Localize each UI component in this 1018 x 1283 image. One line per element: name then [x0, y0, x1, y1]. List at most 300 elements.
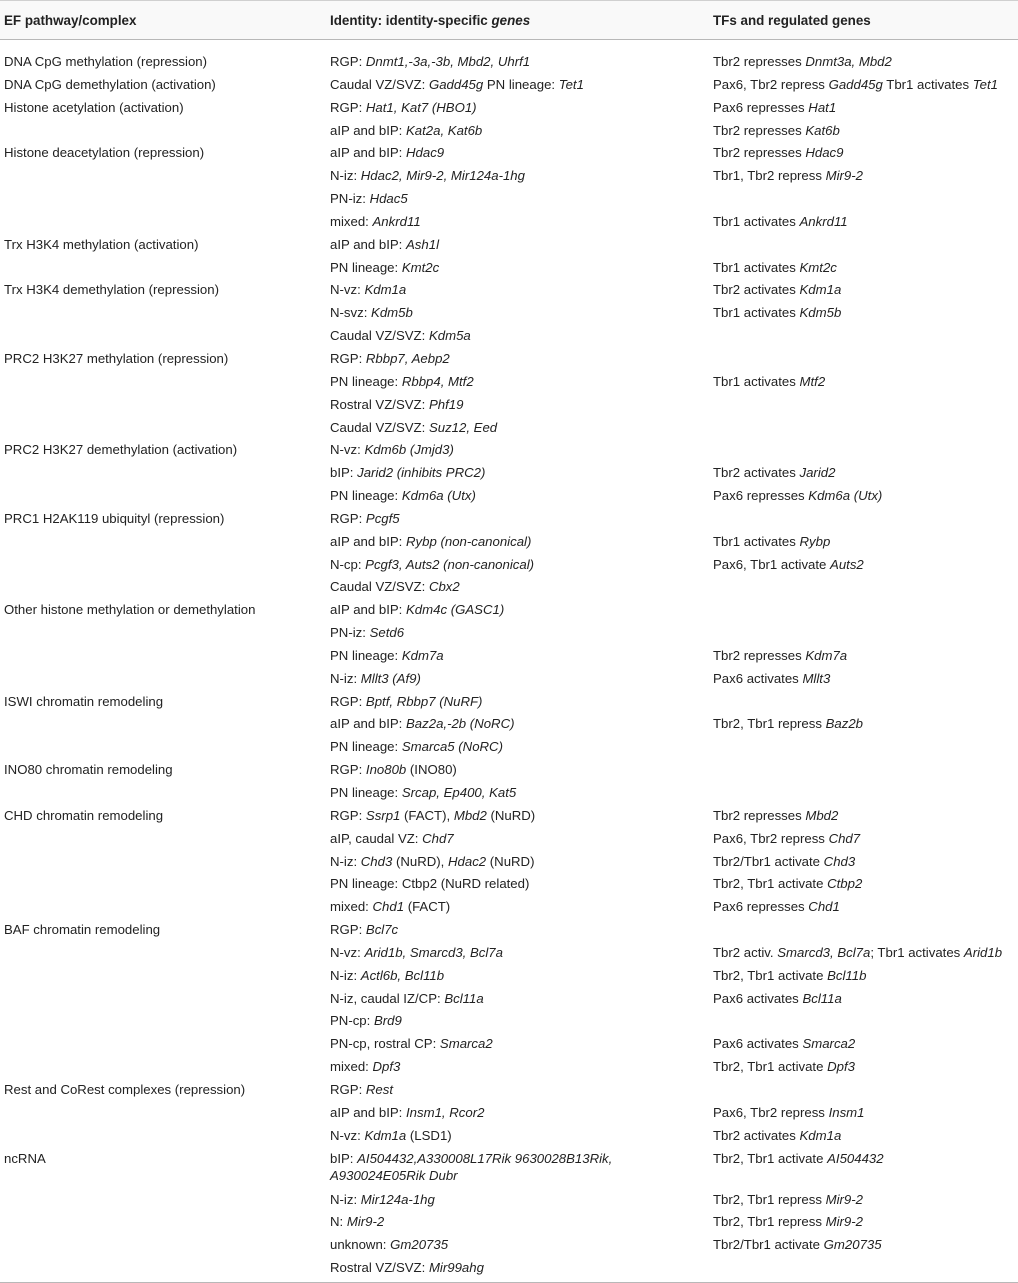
- table-header: [0, 0, 1018, 40]
- gene-name: Chd3: [360, 853, 393, 869]
- gene-name: Mir9-2: [825, 1214, 863, 1230]
- cell-text: Tbr2 represses: [713, 807, 806, 823]
- gene-name: Smarcd3, Bcl7a: [777, 944, 871, 960]
- cell-text: aIP and bIP:: [330, 533, 407, 549]
- table-row: [0, 1010, 1018, 1033]
- gene-name: Cbx2: [428, 579, 460, 595]
- header-tfs: TFs and regulated genes: [713, 13, 871, 28]
- identity-cell: [330, 373, 474, 390]
- table-row: [0, 1079, 1018, 1102]
- gene-name: Rest: [365, 1081, 394, 1097]
- cell-text: Tbr2, Tbr1 repress: [713, 1214, 826, 1230]
- cell-text: Tbr2 represses: [713, 647, 806, 663]
- table-row: [0, 759, 1018, 782]
- cell-text: aIP and bIP:: [330, 122, 407, 138]
- gene-name: Ankrd11: [372, 213, 421, 229]
- gene-name: Tet1: [558, 76, 584, 92]
- cell-text: Rostral VZ/SVZ:: [330, 1260, 429, 1276]
- cell-text: RGP:: [330, 762, 366, 778]
- cell-text: N-svz:: [330, 305, 372, 321]
- table-row: [0, 736, 1018, 759]
- table-row: [0, 302, 1018, 325]
- cell-text: Tbr2, Tbr1 activate: [713, 967, 828, 983]
- cell-text: Caudal VZ/SVZ:: [330, 328, 429, 344]
- cell-text: ; Tbr1 activates: [870, 944, 964, 960]
- gene-name: Mtf2: [799, 373, 826, 389]
- table-row: [0, 1148, 1018, 1189]
- gene-name: Dnmt1,-3a,-3b, Mbd2, Uhrf1: [365, 54, 531, 69]
- ef-pathway-cell: ncRNA: [4, 1150, 46, 1166]
- tf-regulation-cell: [713, 167, 863, 184]
- tf-regulation-cell: [713, 990, 842, 1007]
- table-body: [0, 40, 1018, 1280]
- gene-name: Rbbp7, Aebp2: [365, 350, 450, 366]
- identity-cell: [330, 304, 413, 321]
- tf-regulation-cell: [713, 53, 892, 70]
- gene-name: Mllt3: [802, 670, 831, 686]
- ef-pathway-cell: Other histone methylation or demethylation: [4, 602, 256, 618]
- cell-text: Caudal VZ/SVZ:: [330, 76, 429, 92]
- header-identity-italic: genes: [491, 13, 531, 28]
- gene-name: Actl6b, Bcl11b: [360, 967, 445, 983]
- gene-name: Kdm7a: [401, 647, 444, 663]
- cell-text: PN lineage: Ctbp2 (NuRD related): [330, 876, 530, 892]
- cell-text: Caudal VZ/SVZ:: [330, 579, 429, 595]
- cell-text: RGP:: [330, 1081, 366, 1097]
- tf-regulation-cell: [713, 533, 830, 550]
- gene-name: Chd7: [422, 830, 454, 846]
- tf-regulation-cell: [713, 1058, 855, 1075]
- cell-text: N:: [330, 1214, 347, 1230]
- cell-text: (NuRD): [486, 853, 535, 869]
- gene-name: Insm1, Rcor2: [406, 1104, 485, 1120]
- cell-text: RGP:: [330, 922, 366, 938]
- tf-regulation-cell: [713, 715, 863, 732]
- cell-text: Caudal VZ/SVZ:: [330, 419, 429, 435]
- cell-text: Tbr2, Tbr1 repress: [713, 1191, 826, 1207]
- cell-text: Tbr2 represses: [713, 54, 806, 69]
- cell-text: bIP:: [330, 465, 358, 481]
- tf-regulation-cell: [713, 213, 848, 230]
- identity-cell: [330, 647, 444, 664]
- tf-regulation-cell: [713, 967, 866, 984]
- table-row: [0, 599, 1018, 622]
- tf-regulation-cell: [713, 464, 835, 481]
- table-row: [0, 1257, 1018, 1280]
- gene-name: Bcl11a: [802, 990, 842, 1006]
- table-row: [0, 462, 1018, 485]
- gene-name: Pcgf3, Auts2 (non-canonical): [365, 556, 535, 572]
- tf-regulation-cell: [713, 144, 843, 161]
- cell-text: RGP:: [330, 807, 366, 823]
- gene-name: Brd9: [373, 1013, 402, 1029]
- table-row: [0, 508, 1018, 531]
- gene-name: Chd3: [823, 853, 856, 869]
- gene-name: Mbd2: [453, 807, 487, 823]
- identity-cell: [330, 944, 503, 961]
- cell-text: Pax6 activates: [713, 670, 803, 686]
- gene-name: Gm20735: [390, 1237, 449, 1253]
- cell-text: (LSD1): [406, 1127, 452, 1143]
- cell-text: (INO80): [406, 762, 457, 778]
- identity-cell: [330, 624, 404, 641]
- identity-cell: [330, 281, 406, 298]
- gene-name: Dpf3: [827, 1059, 855, 1075]
- gene-name: Mir9-2: [346, 1214, 385, 1230]
- header-identity-plain: Identity: identity-specific: [330, 13, 492, 28]
- table-row: [0, 668, 1018, 691]
- gene-name: Insm1: [828, 1104, 865, 1120]
- table-row: [0, 645, 1018, 668]
- gene-name: Mir124a-1hg: [360, 1191, 435, 1207]
- cell-text: PN-cp:: [330, 1013, 374, 1029]
- cell-text: Tbr1 activates: [882, 76, 973, 92]
- gene-name: Kdm1a: [364, 1127, 407, 1143]
- gene-name: Kdm1a: [364, 282, 407, 298]
- gene-name: Kdm6a (Utx): [808, 488, 883, 504]
- gene-name: Ankrd11: [799, 213, 848, 229]
- gene-name: Ino80b: [365, 762, 407, 778]
- identity-cell: [330, 213, 421, 230]
- identity-cell: [330, 190, 408, 207]
- identity-cell: [330, 327, 471, 344]
- identity-cell: [330, 990, 484, 1007]
- cell-text: RGP:: [330, 693, 366, 709]
- gene-name: Kat6b: [805, 122, 840, 138]
- ef-pathway-cell: Rest and CoRest complexes (repression): [4, 1081, 246, 1097]
- ef-pathway-cell: INO80 chromatin remodeling: [4, 762, 173, 778]
- table-row: [0, 371, 1018, 394]
- tf-regulation-cell: [713, 875, 862, 892]
- cell-text: aIP and bIP:: [330, 145, 407, 161]
- cell-text: Tbr2/Tbr1 activate: [713, 853, 824, 869]
- cell-text: Tbr1 activates: [713, 305, 800, 321]
- ef-pathway-cell: CHD chromatin remodeling: [4, 807, 164, 823]
- table-row: [0, 1102, 1018, 1125]
- cell-text: N-vz:: [330, 1127, 365, 1143]
- gene-name: Pcgf5: [365, 510, 400, 526]
- cell-text: Tbr2 activ.: [713, 944, 778, 960]
- cell-text: Tbr1 activates: [713, 259, 800, 275]
- table-row: [0, 257, 1018, 280]
- identity-cell: [330, 53, 530, 70]
- tf-regulation-cell: [713, 122, 840, 139]
- cell-text: Pax6 represses: [713, 488, 809, 504]
- cell-text: Tbr2, Tbr1 activate: [713, 1150, 828, 1166]
- cell-text: Rostral VZ/SVZ:: [330, 396, 429, 412]
- table-row: [0, 576, 1018, 599]
- ef-pathway-cell: Histone acetylation (activation): [4, 99, 184, 115]
- identity-cell: [330, 1058, 400, 1075]
- gene-name: Hdac2, Mir9-2, Mir124a-1hg: [360, 168, 525, 184]
- gene-name: Bcl11a: [444, 990, 484, 1006]
- cell-text: (FACT): [404, 899, 451, 915]
- gene-name: Kdm4c (GASC1): [406, 602, 505, 618]
- cell-text: PN lineage:: [330, 259, 402, 275]
- tf-regulation-cell: [713, 1104, 865, 1121]
- gene-name: Kmt2c: [401, 259, 440, 275]
- gene-name: Mir9-2: [825, 168, 863, 184]
- identity-cell: [330, 875, 529, 892]
- ef-pathway-cell: Trx H3K4 demethylation (repression): [4, 282, 219, 298]
- table-row: [0, 74, 1018, 97]
- table-row: [0, 234, 1018, 257]
- cell-text: aIP and bIP:: [330, 716, 407, 732]
- ef-pathway-cell: Trx H3K4 methylation (activation): [4, 236, 199, 252]
- cell-text: N-iz:: [330, 670, 361, 686]
- identity-cell: [330, 556, 534, 573]
- table-row: [0, 1056, 1018, 1079]
- cell-text: Tbr2 activates: [713, 1127, 800, 1143]
- gene-name: Mllt3 (Af9): [360, 670, 421, 686]
- table-row: [0, 873, 1018, 896]
- cell-text: N-vz:: [330, 944, 365, 960]
- cell-text: Tbr1 activates: [713, 213, 800, 229]
- cell-text: N-iz, caudal IZ/CP:: [330, 990, 445, 1006]
- cell-text: Tbr2 activates: [713, 282, 800, 298]
- tf-regulation-cell: [713, 898, 840, 915]
- tf-regulation-cell: [713, 853, 855, 870]
- gene-name: Kdm5a: [428, 328, 471, 344]
- table-row: [0, 97, 1018, 120]
- tf-regulation-cell: [713, 1127, 841, 1144]
- gene-name: Mbd2: [805, 807, 839, 823]
- gene-name: Tet1: [972, 76, 998, 92]
- tf-regulation-cell: [713, 1213, 863, 1230]
- table-row: [0, 120, 1018, 143]
- ef-pathway-cell: DNA CpG demethylation (activation): [4, 76, 216, 92]
- tf-regulation-cell: [713, 670, 830, 687]
- gene-name: Kdm1a: [799, 1127, 842, 1143]
- cell-text: aIP and bIP:: [330, 602, 407, 618]
- table-row: [0, 417, 1018, 440]
- ef-pathway-cell: BAF chromatin remodeling: [4, 922, 161, 938]
- cell-text: PN lineage:: [330, 647, 402, 663]
- cell-text: PN-iz:: [330, 625, 370, 641]
- identity-cell: [330, 236, 439, 253]
- tf-regulation-cell: [713, 487, 882, 504]
- table-row: [0, 165, 1018, 188]
- table-row: [0, 1125, 1018, 1148]
- table-row: [0, 1033, 1018, 1056]
- table-row: [0, 851, 1018, 874]
- gene-name: Hdac5: [369, 191, 408, 207]
- table-row: [0, 782, 1018, 805]
- cell-text: Pax6, Tbr2 repress: [713, 1104, 829, 1120]
- cell-text: Tbr2 represses: [713, 145, 806, 161]
- cell-text: PN-cp, rostral CP:: [330, 1036, 440, 1052]
- cell-text: RGP:: [330, 350, 366, 366]
- cell-text: PN lineage:: [330, 488, 402, 504]
- identity-cell: [330, 76, 584, 93]
- cell-text: Tbr2, Tbr1 activate: [713, 1059, 828, 1075]
- table-row: [0, 394, 1018, 417]
- identity-cell: [330, 122, 482, 139]
- table-row: [0, 622, 1018, 645]
- cell-text: RGP:: [330, 54, 366, 69]
- gene-name: Hdac9: [805, 145, 844, 161]
- cell-text: N-iz:: [330, 853, 361, 869]
- cell-text: Tbr1 activates: [713, 533, 800, 549]
- gene-name: Ctbp2: [827, 876, 863, 892]
- identity-cell: [330, 1259, 484, 1276]
- cell-text: PN lineage:: [483, 76, 559, 92]
- table-row: [0, 828, 1018, 851]
- identity-cell: [330, 144, 444, 161]
- gene-name: Ssrp1: [365, 807, 401, 823]
- table-row: [0, 805, 1018, 828]
- gene-name: Hat1, Kat7 (HBO1): [365, 99, 477, 115]
- identity-cell: [330, 761, 457, 778]
- gene-name: AI504432: [827, 1150, 884, 1166]
- table-row: [0, 531, 1018, 554]
- table-row: [0, 188, 1018, 211]
- gene-name: Smarca2: [439, 1036, 493, 1052]
- identity-cell: [330, 578, 460, 595]
- identity-cell: [330, 1191, 435, 1208]
- table-row: [0, 942, 1018, 965]
- cell-text: (FACT),: [400, 807, 454, 823]
- gene-name: Phf19: [428, 396, 464, 412]
- table-row: [0, 919, 1018, 942]
- table-row: [0, 279, 1018, 302]
- identity-cell: [330, 693, 482, 710]
- gene-name: Jarid2: [799, 465, 836, 481]
- cell-text: Pax6 represses: [713, 899, 809, 915]
- cell-text: PN lineage:: [330, 373, 402, 389]
- gene-name: Setd6: [369, 625, 405, 641]
- gene-name: Mir9-2: [825, 1191, 863, 1207]
- gene-name: Suz12, Eed: [428, 419, 498, 435]
- gene-name: Kdm6a (Utx): [401, 488, 476, 504]
- gene-name: Rbbp4, Mtf2: [401, 373, 474, 389]
- cell-text: aIP and bIP:: [330, 1104, 407, 1120]
- cell-text: unknown:: [330, 1237, 391, 1253]
- gene-name: Kdm1a: [799, 282, 842, 298]
- cell-text: mixed:: [330, 1059, 373, 1075]
- cell-text: N-iz:: [330, 168, 361, 184]
- tf-regulation-cell: [713, 556, 864, 573]
- gene-name: AI504432,A330008L17Rik 9630028B13Rik,: [357, 1150, 613, 1166]
- cell-text: N-iz:: [330, 967, 361, 983]
- gene-name: Kmt2c: [799, 259, 837, 275]
- gene-name: Dnmt3a, Mbd2: [805, 54, 892, 69]
- cell-text: aIP, caudal VZ:: [330, 830, 423, 846]
- gene-name: Gadd45g: [828, 76, 883, 92]
- gene-name: Mir99ahg: [428, 1260, 484, 1276]
- cell-text: PN-iz:: [330, 191, 370, 207]
- tf-regulation-cell: [713, 281, 841, 298]
- tf-regulation-cell: [713, 304, 841, 321]
- identity-cell: [330, 921, 398, 938]
- gene-name: Srcap, Ep400, Kat5: [401, 785, 517, 800]
- gene-name: Baz2b: [825, 716, 864, 732]
- identity-cell: [330, 1035, 493, 1052]
- identity-cell: [330, 99, 477, 116]
- identity-cell: [330, 967, 444, 984]
- table-row: [0, 325, 1018, 348]
- gene-name: Kat2a, Kat6b: [406, 122, 483, 138]
- gene-name: Rybp (non-canonical): [406, 533, 532, 549]
- tf-regulation-cell: [713, 373, 825, 390]
- identity-cell: [330, 441, 454, 458]
- ef-pathway-cell: PRC2 H3K27 demethylation (activation): [4, 442, 238, 458]
- gene-name: Chd7: [828, 830, 861, 846]
- gene-name: Bptf, Rbbp7 (NuRF): [365, 693, 483, 709]
- identity-cell: [330, 898, 450, 915]
- cell-text: bIP:: [330, 1150, 358, 1166]
- cell-text: Pax6, Tbr2 repress: [713, 830, 829, 846]
- ef-pathway-cell: Histone deacetylation (repression): [4, 145, 205, 161]
- ef-pathway-cell: PRC1 H2AK119 ubiquityl (repression): [4, 510, 225, 526]
- identity-cell: [330, 1236, 448, 1253]
- table-row: [0, 439, 1018, 462]
- identity-cell: [330, 350, 450, 367]
- identity-cell: [330, 1104, 484, 1121]
- identity-cell: [330, 533, 531, 550]
- cell-text: Tbr2, Tbr1 repress: [713, 716, 826, 732]
- table-row: [0, 713, 1018, 736]
- cell-text: Tbr1 activates: [713, 373, 800, 389]
- tf-regulation-cell: [713, 259, 837, 276]
- gene-name: Kdm5b: [371, 305, 413, 321]
- cell-text: PN lineage:: [330, 739, 402, 755]
- identity-cell: [330, 464, 485, 481]
- ef-pathway-cell: DNA CpG methylation (repression): [4, 54, 208, 69]
- tf-regulation-cell: [713, 1236, 882, 1253]
- tf-regulation-cell: [713, 1150, 884, 1167]
- cell-text: Tbr2/Tbr1 activate: [713, 1237, 824, 1253]
- table-row: [0, 1189, 1018, 1212]
- identity-cell: [330, 259, 439, 276]
- gene-name: Auts2: [830, 556, 864, 572]
- cell-text: Tbr1, Tbr2 repress: [713, 168, 826, 184]
- identity-cell: [330, 1081, 393, 1098]
- header-identity: [330, 13, 530, 28]
- cell-text: N-vz:: [330, 282, 365, 298]
- identity-cell: [330, 419, 497, 436]
- identity-cell: [330, 396, 463, 413]
- tf-regulation-cell: [713, 1035, 855, 1052]
- cell-text: N-vz:: [330, 442, 365, 458]
- tf-regulation-cell: [713, 647, 847, 664]
- identity-cell: [330, 830, 454, 847]
- cell-text: (NuRD): [486, 807, 536, 823]
- gene-name: Arid1b: [963, 944, 1003, 960]
- gene-name: Ash1l: [406, 236, 440, 252]
- identity-cell: [330, 738, 503, 755]
- table-row: [0, 965, 1018, 988]
- table-row: [0, 1211, 1018, 1234]
- tf-regulation-cell: [713, 1191, 863, 1208]
- cell-text: RGP:: [330, 510, 366, 526]
- gene-name: Rybp: [799, 533, 831, 549]
- cell-text: (NuRD),: [392, 853, 448, 869]
- table-row: [0, 691, 1018, 714]
- identity-cell: [330, 167, 525, 184]
- gene-name: Hdac9: [406, 145, 445, 161]
- table-row: [0, 988, 1018, 1011]
- gene-name: Kdm6b (Jmjd3): [364, 442, 454, 458]
- table-row: [0, 554, 1018, 577]
- cell-text: PN lineage:: [330, 785, 402, 800]
- cell-text: aIP and bIP:: [330, 236, 407, 252]
- cell-text: Tbr2, Tbr1 activate: [713, 876, 828, 892]
- table-row: [0, 1234, 1018, 1257]
- table-row: [0, 348, 1018, 371]
- cell-text: Tbr2 represses: [713, 122, 806, 138]
- identity-cell: [330, 1213, 384, 1230]
